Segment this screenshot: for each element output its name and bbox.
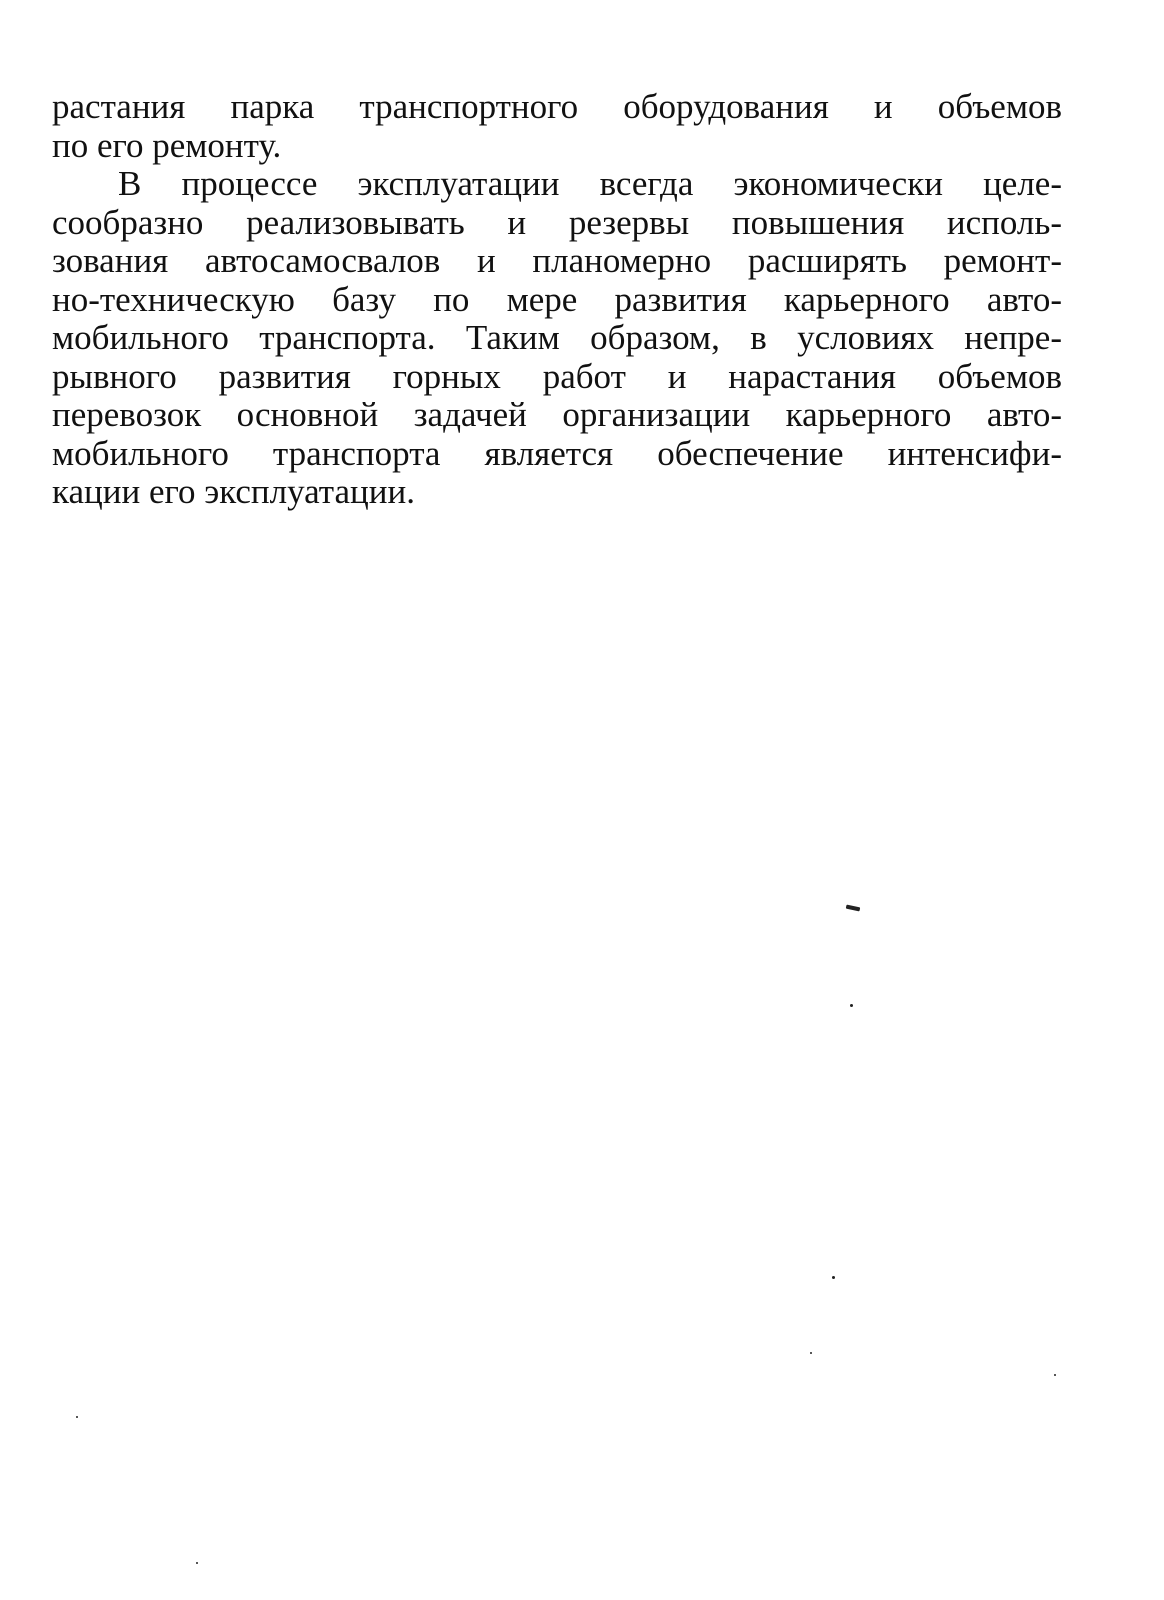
scan-speck <box>76 1416 78 1418</box>
text-line: по его ремонту. <box>52 125 282 165</box>
text-line: зования автосамосвалов и планомерно расширять ремонт- <box>52 241 1062 280</box>
scan-speck <box>832 1276 835 1279</box>
scan-speck <box>810 1352 812 1354</box>
text-line: сообразно реализовывать и резервы повышения исполь- <box>52 202 1062 242</box>
text-line: растания парка транспортного оборудования и объемов <box>52 87 1062 126</box>
scan-speck <box>196 1562 198 1564</box>
text-line: рывного развития горных работ и нарастания объемов <box>52 356 1062 396</box>
text-line: перевозок основной задачей организации карьерного авто- <box>52 395 1062 434</box>
scan-speck <box>846 905 861 912</box>
text-line: но-техническую базу по мере развития карьерного авто- <box>52 279 1062 319</box>
text-line: мобильного транспорта. Таким образом, в условиях непре- <box>52 318 1062 357</box>
scan-speck <box>1054 1374 1056 1376</box>
body-text <box>52 88 1062 512</box>
text-line: мобильного транспорта является обеспечение интенсифи- <box>52 433 1062 473</box>
scan-speck <box>850 1004 853 1007</box>
text-line: кации его эксплуатации. <box>52 472 415 511</box>
paragraph-start-line: В процессе эксплуатации всегда экономически целе- <box>118 164 1062 203</box>
